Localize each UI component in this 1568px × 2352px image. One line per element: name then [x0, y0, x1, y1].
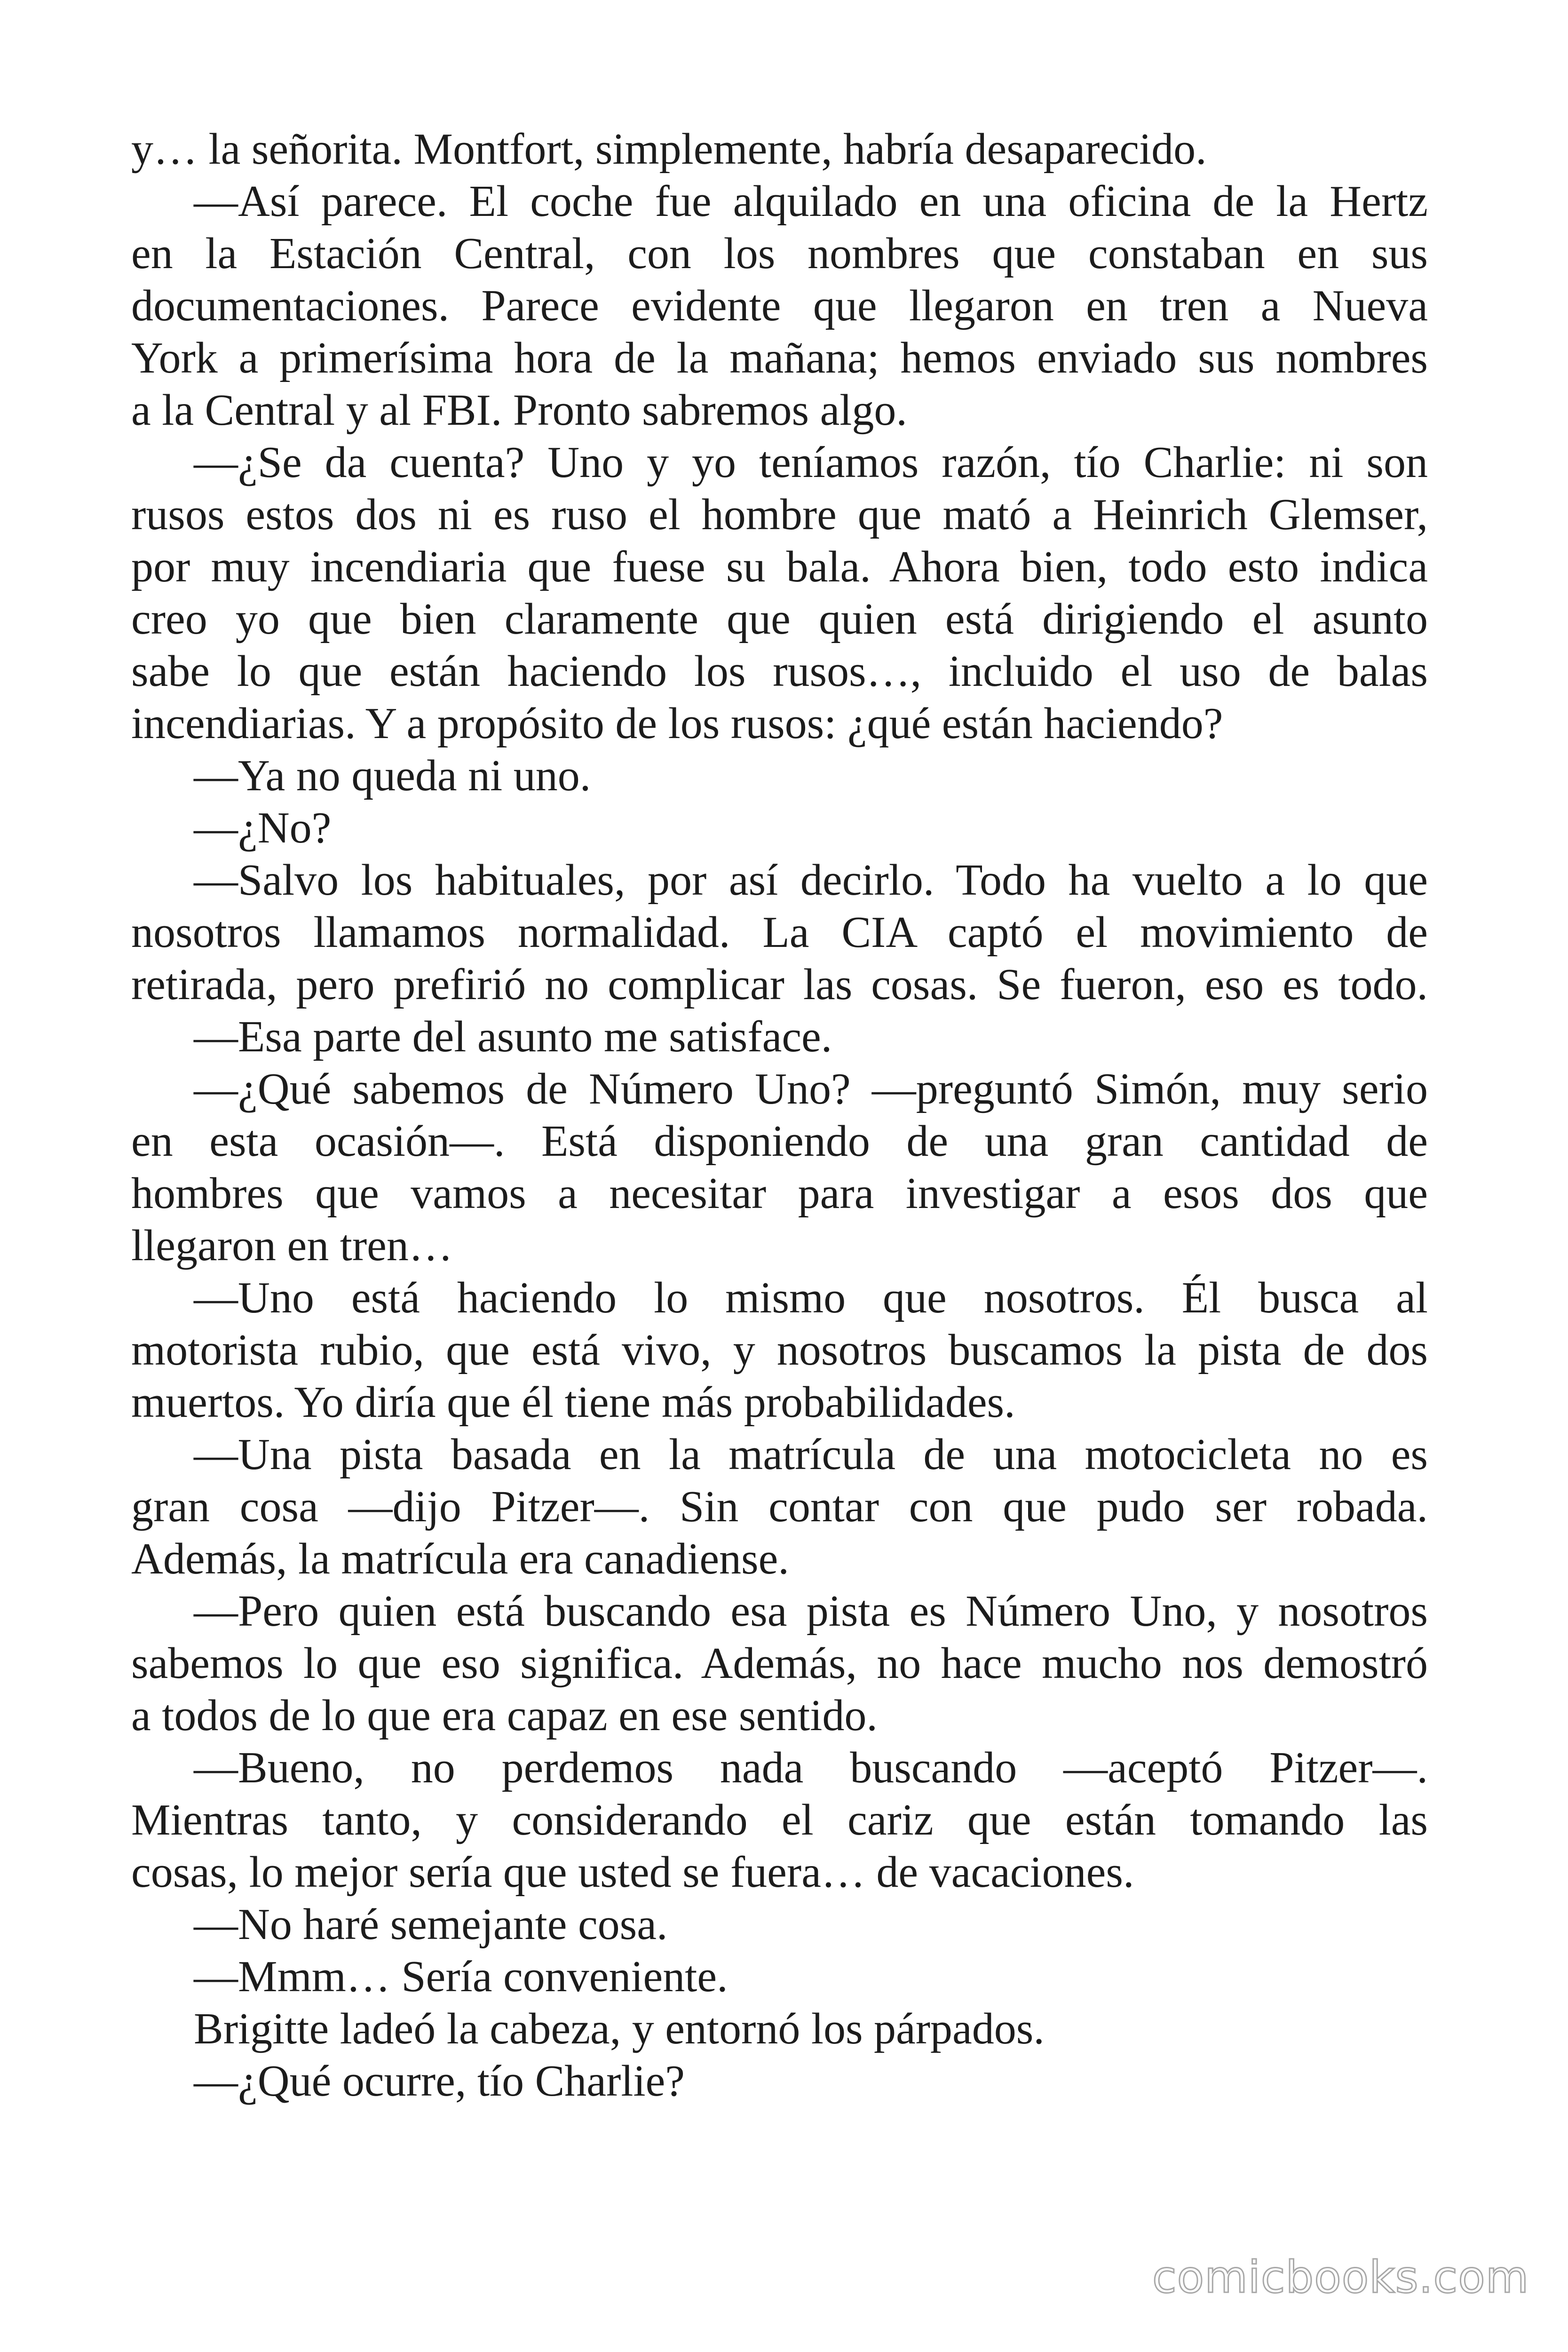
text-line: a todos de lo que era capaz en ese sentido. [131, 1691, 878, 1740]
paragraph [131, 1063, 1428, 1272]
paragraph [131, 854, 1428, 1011]
text-line: —Así parece. El coche fue alquilado en una oficina de la Hertz [194, 177, 1428, 226]
text-line: nosotros llamamos normalidad. La CIA captó el movimiento de [131, 908, 1428, 957]
text-line: —¿No? [194, 803, 332, 852]
text-line: —No haré semejante cosa. [194, 1900, 668, 1949]
text-line: y… la señorita. Montfort, simplemente, habría desaparecido. [131, 125, 1207, 174]
text-line: incendiarias. Y a propósito de los rusos: ¿qué están haciendo? [131, 699, 1223, 748]
text-line: —Bueno, no perdemos nada buscando —aceptó Pitzer—. [194, 1743, 1428, 1792]
paragraph [131, 1951, 1428, 2003]
text-line: York a primerísima hora de la mañana; hemos enviado sus nombres [131, 334, 1428, 382]
text-line: —Salvo los habituales, por así decirlo. Todo ha vuelto a lo que [194, 856, 1428, 905]
paragraph [131, 437, 1428, 750]
text-line: motorista rubio, que está vivo, y nosotros buscamos la pista de dos [131, 1326, 1428, 1375]
text-line: creo yo que bien claramente que quien está dirigiendo el asunto [131, 595, 1428, 644]
paragraph [131, 1585, 1428, 1742]
watermark: comicbooks.com [1152, 2252, 1529, 2303]
text-line: sabe lo que están haciendo los rusos…, incluido el uso de balas [131, 647, 1428, 696]
text-line: hombres que vamos a necesitar para investigar a esos dos que [131, 1169, 1428, 1218]
text-line: gran cosa —dijo Pitzer—. Sin contar con que pudo ser robada. [131, 1482, 1428, 1531]
text-line: —¿Se da cuenta? Uno y yo teníamos razón, tío Charlie: ni son [194, 438, 1428, 487]
paragraph [131, 123, 1428, 175]
text-line: en esta ocasión—. Está disponiendo de una gran cantidad de [131, 1117, 1428, 1166]
text-line: por muy incendiaria que fuese su bala. Ahora bien, todo esto indica [131, 542, 1428, 591]
paragraph [131, 802, 1428, 854]
text-line: —¿Qué ocurre, tío Charlie? [194, 2057, 685, 2106]
text-line: —¿Qué sabemos de Número Uno? —preguntó Simón, muy serio [194, 1065, 1428, 1113]
text-line: —Mmm… Sería conveniente. [194, 1952, 728, 2001]
text-line: rusos estos dos ni es ruso el hombre que mató a Heinrich Glemser, [131, 490, 1428, 539]
text-line: —Uno está haciendo lo mismo que nosotros. Él busca al [194, 1273, 1428, 1322]
paragraph [131, 1742, 1428, 1899]
text-line: llegaron en tren… [131, 1221, 453, 1270]
text-line: documentaciones. Parece evidente que llegaron en tren a Nueva [131, 281, 1428, 330]
text-line: —Ya no queda ni uno. [194, 751, 591, 800]
text-line: cosas, lo mejor sería que usted se fuera… de vacaciones. [131, 1848, 1134, 1897]
paragraph [131, 2055, 1428, 2107]
paragraph [131, 2003, 1428, 2055]
text-line: Brigitte ladeó la cabeza, y entornó los párpados. [194, 2004, 1045, 2053]
paragraph [131, 175, 1428, 437]
text-line: Además, la matrícula era canadiense. [131, 1534, 789, 1583]
text-line: a la Central y al FBI. Pronto sabremos algo. [131, 386, 907, 435]
paragraph [131, 1272, 1428, 1429]
paragraph [131, 1899, 1428, 1951]
text-line: en la Estación Central, con los nombres que constaban en sus [131, 229, 1428, 278]
page-text [131, 123, 1428, 2107]
text-line: Mientras tanto, y considerando el cariz que están tomando las [131, 1796, 1428, 1844]
text-line: retirada, pero prefirió no complicar las cosas. Se fueron, eso es todo. [131, 960, 1428, 1009]
text-line: muertos. Yo diría que él tiene más probabilidades. [131, 1378, 1015, 1427]
text-line: —Pero quien está buscando esa pista es Número Uno, y nosotros [194, 1587, 1428, 1636]
paragraph [131, 1429, 1428, 1585]
text-line: —Esa parte del asunto me satisface. [194, 1012, 832, 1061]
paragraph [131, 1011, 1428, 1063]
paragraph [131, 750, 1428, 802]
text-line: —Una pista basada en la matrícula de una motocicleta no es [194, 1430, 1428, 1479]
text-line: sabemos lo que eso significa. Además, no hace mucho nos demostró [131, 1639, 1428, 1688]
